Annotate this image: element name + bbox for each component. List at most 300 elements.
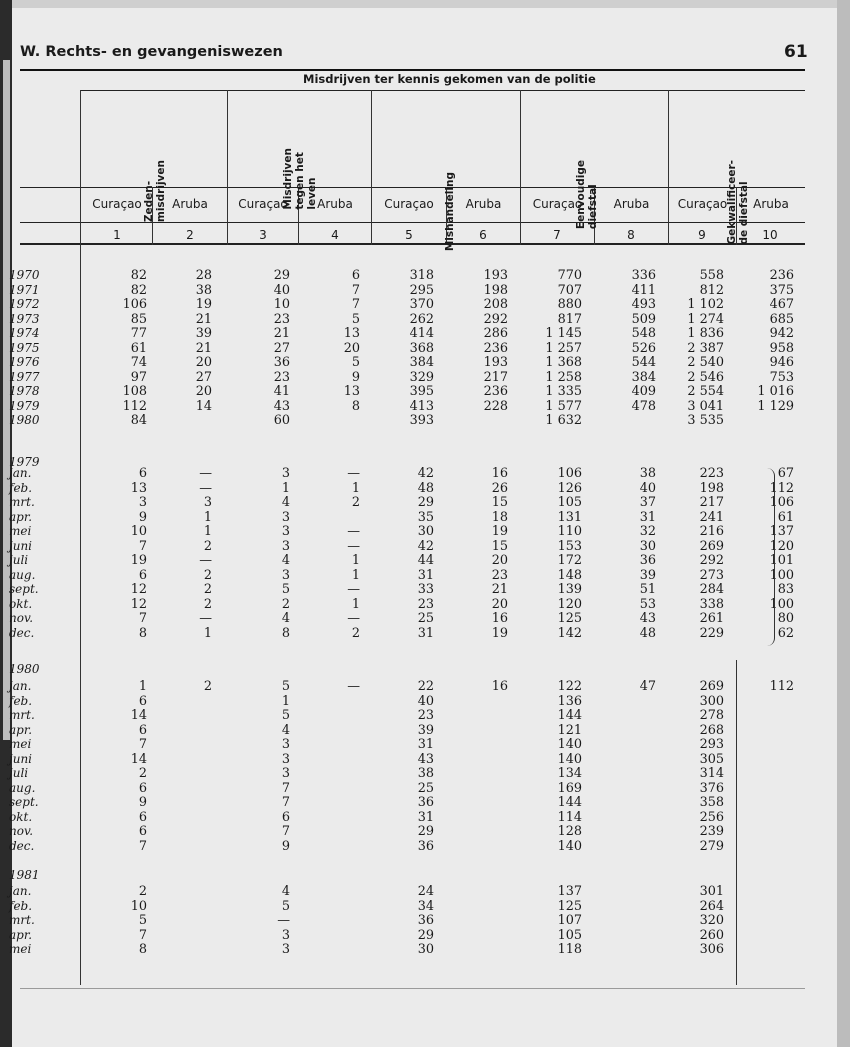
cell-col-10: 942: [769, 326, 794, 341]
column-number: 1: [113, 228, 121, 242]
table-row: [0, 341, 825, 356]
cell-col-9: 293: [699, 737, 724, 752]
cell-col-5: 36: [417, 913, 434, 928]
cell-col-5: 31: [417, 567, 434, 583]
cell-col-4: 6: [351, 268, 360, 283]
cell-col-5: 48: [417, 480, 434, 496]
cell-col-9: 284: [699, 582, 724, 597]
cell-col-5: 29: [417, 927, 434, 943]
cell-col-2: 1: [203, 509, 212, 525]
cell-col-1: 7: [138, 611, 147, 626]
cell-col-7: 107: [557, 913, 582, 928]
cell-col-10: 467: [769, 297, 794, 312]
cell-col-1: 12: [130, 582, 147, 597]
cell-col-5: 22: [417, 679, 434, 694]
row-label: 1976: [9, 355, 40, 369]
cell-col-5: 38: [417, 766, 434, 781]
cell-col-6: 292: [483, 311, 508, 327]
cell-col-8: 478: [631, 398, 656, 414]
cell-col-6: 19: [491, 625, 508, 641]
row-label: 1972: [9, 297, 40, 311]
cell-col-4: 1: [351, 480, 360, 496]
cell-col-9: 260: [699, 927, 724, 943]
row-label: mrt.: [9, 495, 35, 509]
cell-col-7: 142: [557, 625, 582, 641]
cell-col-3: 5: [281, 708, 290, 723]
cell-col-7: 131: [557, 509, 582, 525]
cell-col-5: 329: [409, 369, 434, 385]
cell-col-3: 36: [273, 355, 290, 370]
cell-col-3: 23: [273, 311, 290, 327]
cell-col-10: 61: [777, 509, 794, 525]
cell-col-8: 48: [639, 625, 656, 641]
table-title: Misdrijven ter kennis gekomen van de politie: [303, 72, 596, 86]
cell-col-8: 548: [631, 326, 656, 341]
cell-col-3: 41: [273, 384, 290, 399]
cell-col-3: 3: [281, 751, 290, 767]
row-label: apr.: [9, 509, 33, 524]
cell-col-5: 384: [409, 355, 434, 370]
cell-col-3: —: [277, 913, 290, 928]
cell-col-7: 128: [557, 824, 582, 839]
cell-col-7: 105: [557, 927, 582, 943]
table-row: [0, 413, 825, 428]
cell-col-2: 1: [203, 625, 212, 641]
cell-col-5: 318: [409, 268, 434, 283]
cell-col-9: 239: [699, 824, 724, 839]
island-label: Aruba: [172, 197, 208, 211]
cell-col-7: 144: [557, 708, 582, 723]
cell-col-1: 10: [130, 898, 147, 914]
cell-col-6: 236: [483, 384, 508, 399]
cell-col-7: 114: [557, 809, 582, 825]
cell-col-1: 9: [138, 509, 147, 525]
cell-col-1: 112: [122, 398, 147, 414]
cell-col-7: 1 335: [545, 384, 582, 399]
table-row: [0, 942, 825, 957]
cell-col-1: 97: [130, 369, 147, 385]
cell-col-3: 3: [281, 927, 290, 943]
cell-col-7: 110: [557, 524, 582, 539]
cell-col-7: 140: [557, 737, 582, 752]
column-number: 8: [627, 228, 635, 242]
cell-col-9: 301: [699, 884, 724, 899]
cell-col-2: 3: [203, 495, 212, 510]
island-label: Curaçao: [384, 197, 434, 211]
cell-col-9: 338: [699, 596, 724, 612]
row-label: feb.: [9, 693, 33, 708]
cell-col-4: —: [347, 538, 360, 554]
cell-col-10: 112: [769, 480, 794, 496]
cell-col-8: 53: [639, 596, 656, 612]
cell-col-3: 43: [273, 398, 290, 414]
cell-col-10: 946: [769, 355, 794, 370]
island-rule: [20, 222, 805, 223]
cell-col-10: 137: [769, 524, 794, 539]
cell-col-7: 1 145: [545, 326, 582, 341]
cell-col-10: 67: [777, 466, 794, 481]
table-row: [0, 708, 825, 723]
group-divider-2: [371, 90, 372, 245]
table-row: [0, 539, 825, 554]
cell-col-5: 370: [409, 297, 434, 312]
row-label: okt.: [9, 809, 33, 824]
cell-col-9: 3 041: [687, 398, 724, 414]
cell-col-5: 40: [417, 693, 434, 709]
cell-col-9: 1 102: [687, 297, 724, 312]
table-row: [0, 795, 825, 810]
cell-col-1: 85: [130, 311, 147, 327]
cell-col-4: —: [347, 524, 360, 539]
table-row: [0, 495, 825, 510]
row-label: jan.: [9, 466, 32, 480]
cell-col-8: 411: [631, 282, 656, 298]
cell-col-2: 1: [203, 524, 212, 539]
cell-col-9: 300: [699, 693, 724, 709]
cell-col-1: 1: [138, 679, 147, 694]
cell-col-5: 42: [417, 466, 434, 481]
column-number: 5: [405, 228, 413, 242]
cell-col-8: 32: [639, 524, 656, 539]
cell-col-4: 7: [351, 282, 360, 298]
cell-col-1: 6: [138, 567, 147, 583]
title-rule: [80, 90, 805, 91]
header-rule: [20, 69, 805, 71]
cell-col-3: 4: [281, 553, 290, 568]
cell-col-6: 16: [491, 679, 508, 694]
cell-col-9: 216: [699, 524, 724, 539]
row-label: 1971: [9, 282, 40, 297]
cell-col-7: 1 577: [545, 398, 582, 414]
cell-col-3: 10: [273, 297, 290, 312]
cell-col-5: 414: [409, 326, 434, 341]
island-label: Curaçao: [677, 197, 728, 211]
cell-col-1: 2: [138, 766, 147, 781]
cell-col-1: 6: [138, 466, 147, 481]
cell-col-7: 122: [557, 679, 582, 694]
cell-col-9: 558: [699, 268, 724, 283]
cell-col-1: 19: [130, 553, 147, 568]
cell-col-2: 21: [195, 340, 212, 356]
cell-col-10: 62: [777, 625, 794, 641]
cell-col-3: 3: [281, 737, 290, 752]
cell-col-5: 395: [409, 384, 434, 399]
cell-col-1: 9: [138, 795, 147, 810]
category-heading-mishandeling: Mishandeling: [444, 172, 456, 252]
cell-col-1: 82: [130, 268, 147, 283]
table-row: [0, 568, 825, 583]
cell-col-7: 126: [557, 480, 582, 496]
island-label: Curaçao: [92, 197, 142, 211]
cell-col-5: 31: [417, 625, 434, 641]
cell-col-1: 6: [138, 809, 147, 825]
cell-col-9: 198: [699, 480, 724, 496]
cell-col-2: 14: [195, 398, 212, 414]
bracket-1979-col10: [764, 468, 775, 646]
cell-col-6: 26: [491, 480, 508, 496]
table-row: [0, 752, 825, 767]
column-number: 3: [259, 228, 267, 242]
cell-col-5: 29: [417, 495, 434, 510]
row-label: juni: [9, 538, 33, 553]
table-row: [0, 384, 825, 399]
cell-col-7: 1 632: [545, 413, 582, 428]
island-label: Curaçao: [532, 197, 583, 211]
cell-col-7: 118: [557, 942, 582, 957]
cell-col-2: 2: [203, 538, 212, 554]
cell-col-6: 21: [491, 582, 508, 597]
cell-col-3: 3: [281, 538, 290, 554]
cell-col-7: 140: [557, 838, 582, 854]
category-heading-eenvoudig: Eenvoudige diefstal: [575, 160, 599, 230]
cell-col-3: 3: [281, 524, 290, 539]
cell-col-2: —: [199, 553, 212, 568]
cell-col-2: —: [199, 480, 212, 496]
row-label: aug.: [9, 780, 36, 795]
cell-col-4: —: [347, 611, 360, 626]
cell-col-1: 8: [138, 625, 147, 641]
cell-col-6: 236: [483, 340, 508, 356]
cell-col-7: 140: [557, 751, 582, 767]
cell-col-6: 16: [491, 466, 508, 481]
column-number: 10: [762, 228, 778, 242]
cell-col-1: 7: [138, 538, 147, 554]
cell-col-6: 18: [491, 509, 508, 525]
table-row: [0, 297, 825, 312]
table-row: [0, 694, 825, 709]
table-row: [0, 899, 825, 914]
cell-col-5: 262: [409, 311, 434, 327]
cell-col-9: 269: [699, 679, 724, 694]
cell-col-1: 14: [130, 708, 147, 723]
cell-col-9: 223: [699, 466, 724, 481]
row-label: 1978: [9, 384, 40, 398]
cell-col-1: 8: [138, 942, 147, 957]
cell-col-7: 770: [557, 268, 582, 283]
cell-col-4: —: [347, 679, 360, 694]
row-label: apr.: [9, 722, 33, 737]
cell-col-8: 38: [639, 466, 656, 481]
row-label: sept.: [9, 795, 39, 809]
cell-col-2: 2: [203, 679, 212, 694]
cell-col-8: 43: [639, 611, 656, 626]
cell-col-1: 74: [130, 355, 147, 370]
cell-col-10: 112: [769, 679, 794, 694]
cell-col-3: 4: [281, 884, 290, 899]
row-label: apr.: [9, 927, 33, 942]
cell-col-5: 25: [417, 611, 434, 626]
column-number: 9: [698, 228, 706, 242]
cell-col-4: 1: [351, 553, 360, 568]
column-number: 7: [553, 228, 561, 242]
table-row: [0, 553, 825, 568]
cell-col-5: 42: [417, 538, 434, 554]
cell-col-5: 39: [417, 722, 434, 738]
table-row: [0, 466, 825, 481]
cell-col-10: 958: [769, 340, 794, 356]
row-label: mei: [9, 737, 32, 751]
cell-col-2: 20: [195, 384, 212, 399]
cell-col-1: 13: [130, 480, 147, 496]
cell-col-7: 134: [557, 766, 582, 781]
cell-col-7: 1 368: [545, 355, 582, 370]
cell-col-4: 9: [351, 369, 360, 385]
cell-col-10: 101: [769, 553, 794, 568]
cell-col-7: 172: [557, 553, 582, 568]
cell-col-9: 292: [699, 553, 724, 568]
cell-col-7: 125: [557, 898, 582, 914]
cell-col-10: 83: [777, 582, 794, 597]
cell-col-9: 3 535: [687, 413, 724, 428]
cell-col-9: 241: [699, 509, 724, 525]
cell-col-9: 2 554: [687, 384, 724, 399]
cell-col-9: 306: [699, 942, 724, 957]
cell-col-9: 2 387: [687, 340, 724, 356]
cell-col-1: 7: [138, 838, 147, 854]
cell-col-10: 753: [769, 369, 794, 385]
cell-col-6: 16: [491, 611, 508, 626]
cell-col-6: 15: [491, 538, 508, 554]
table-row: [0, 481, 825, 496]
cell-col-3: 3: [281, 466, 290, 481]
column-number: 2: [186, 228, 194, 242]
cell-col-3: 7: [281, 795, 290, 810]
cell-col-10: 100: [769, 596, 794, 612]
table-row: [0, 810, 825, 825]
cell-col-3: 6: [281, 809, 290, 825]
row-label: mei: [9, 524, 32, 538]
cell-col-7: 125: [557, 611, 582, 626]
cell-col-4: 1: [351, 596, 360, 612]
cell-col-2: 2: [203, 596, 212, 612]
cell-col-4: 8: [351, 398, 360, 414]
cell-col-8: 526: [631, 340, 656, 356]
cell-col-5: 295: [409, 282, 434, 298]
cell-col-3: 1: [281, 480, 290, 496]
cell-col-1: 12: [130, 596, 147, 612]
cell-col-10: 106: [769, 495, 794, 510]
cell-col-4: 20: [343, 340, 360, 356]
table-row: [0, 510, 825, 525]
cell-col-5: 44: [417, 553, 434, 568]
table-row: [0, 399, 825, 414]
cell-col-1: 2: [138, 884, 147, 899]
cell-col-9: 217: [699, 495, 724, 510]
category-heading-gekwalificeerd: Gekwalificeer- de diefstal: [726, 160, 750, 245]
cell-col-7: 707: [557, 282, 582, 298]
cell-col-6: 20: [491, 553, 508, 568]
cell-col-10: 100: [769, 567, 794, 583]
cell-col-9: 2 546: [687, 369, 724, 385]
cell-col-3: 27: [273, 340, 290, 356]
cell-col-9: 358: [699, 795, 724, 810]
row-label: 1980: [9, 413, 40, 427]
cell-col-6: 23: [491, 567, 508, 583]
cell-col-3: 7: [281, 824, 290, 839]
cell-col-7: 137: [557, 884, 582, 899]
cell-col-5: 413: [409, 398, 434, 414]
cell-col-7: 169: [557, 780, 582, 796]
cell-col-6: 193: [483, 268, 508, 283]
cell-col-1: 6: [138, 780, 147, 796]
cell-col-3: 5: [281, 582, 290, 597]
row-label: dec.: [9, 838, 35, 853]
cell-col-3: 4: [281, 611, 290, 626]
row-label: juli: [9, 553, 29, 567]
cell-col-7: 120: [557, 596, 582, 612]
table-row: [0, 626, 825, 641]
table-row: [0, 723, 825, 738]
table-row: [0, 781, 825, 796]
cell-col-3: 8: [281, 625, 290, 641]
footer-rule: [20, 988, 805, 989]
cell-col-1: 7: [138, 927, 147, 943]
cell-col-3: 40: [273, 282, 290, 298]
cell-col-3: 60: [273, 413, 290, 428]
cell-col-8: 51: [639, 582, 656, 597]
table-row: [0, 283, 825, 298]
cell-col-2: 38: [195, 282, 212, 298]
cell-col-4: 1: [351, 567, 360, 583]
cell-col-8: 47: [639, 679, 656, 694]
cell-col-9: 2 540: [687, 355, 724, 370]
cell-col-1: 61: [130, 340, 147, 356]
cell-col-1: 6: [138, 693, 147, 709]
section-year-1979: 1979: [9, 455, 40, 469]
table-row: [0, 737, 825, 752]
cell-col-5: 43: [417, 751, 434, 767]
cell-col-7: 139: [557, 582, 582, 597]
cell-col-7: 1 257: [545, 340, 582, 356]
cell-col-7: 153: [557, 538, 582, 554]
cell-col-1: 82: [130, 282, 147, 298]
table-row: [0, 679, 825, 694]
cell-col-7: 136: [557, 693, 582, 709]
cell-col-5: 30: [417, 524, 434, 539]
cell-col-5: 36: [417, 838, 434, 854]
table-row: [0, 597, 825, 612]
cell-col-6: 228: [483, 398, 508, 414]
cell-col-8: 30: [639, 538, 656, 554]
cell-col-2: —: [199, 611, 212, 626]
category-heading-leven: Misdrijven tegen het leven: [282, 148, 318, 210]
row-label: 1970: [9, 268, 40, 282]
row-label: nov.: [9, 611, 34, 625]
cell-col-7: 148: [557, 567, 582, 583]
cell-col-3: 7: [281, 780, 290, 796]
cell-col-3: 3: [281, 766, 290, 781]
cell-col-1: 14: [130, 751, 147, 767]
island-label: Aruba: [465, 197, 502, 211]
cell-col-1: 6: [138, 824, 147, 839]
table-row: [0, 312, 825, 327]
row-label: jan.: [9, 884, 32, 898]
cell-col-5: 36: [417, 795, 434, 810]
table-row: [0, 355, 825, 370]
cell-col-3: 3: [281, 942, 290, 957]
cell-col-5: 29: [417, 824, 434, 839]
cell-col-2: 2: [203, 567, 212, 583]
cell-col-5: 35: [417, 509, 434, 525]
cell-col-1: 5: [138, 913, 147, 928]
row-label: sept.: [9, 582, 39, 596]
island-label: Aruba: [613, 197, 650, 211]
cell-col-9: 273: [699, 567, 724, 583]
cell-col-9: 1 836: [687, 326, 724, 341]
cell-col-4: 5: [351, 311, 360, 327]
row-label: juni: [9, 751, 33, 766]
group-divider-4: [668, 90, 669, 245]
